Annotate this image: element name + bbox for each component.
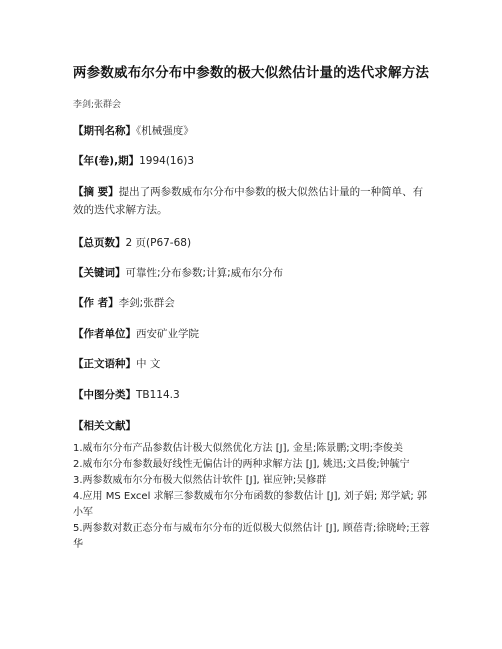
field-label: 【期刊名称】 (73, 125, 136, 137)
references-heading: 【相关文献】 (73, 420, 136, 432)
field-year-issue (73, 153, 433, 170)
authors-line: 李剑;张群会 (73, 100, 122, 110)
field-label: 【作者单位】 (73, 328, 136, 340)
field-value: 可靠性;分布参数;计算;威布尔分布 (125, 267, 284, 279)
field-value: 李剑;张群会 (118, 297, 175, 309)
field-label: 【关键词】 (73, 267, 126, 279)
page-title: 两参数威布尔分布中参数的极大似然估计量的迭代求解方法 (72, 65, 430, 81)
field-label: 【总页数】 (73, 237, 126, 249)
field-label: 【作 者】 (73, 297, 119, 309)
reference-item[interactable]: 4.应用 MS Excel 求解三参数威布尔分布函数的参数估计 [J], 刘子娟; 郑学斌; 郭小军 (73, 491, 427, 518)
field-value: 中 文 (136, 358, 161, 370)
field-value: 提出了两参数威布尔分布中参数的极大似然估计量的一种简单、有效的迭代求解方法。 (73, 186, 424, 216)
field-label: 【摘 要】 (73, 186, 119, 198)
field-value: TB114.3 (136, 389, 180, 401)
field-value: 西安矿业学院 (136, 328, 199, 340)
reference-item[interactable]: 1.威布尔分布产品参数估计极大似然优化方法 [J], 金星;陈景鹏;文明;李俊美 (73, 443, 403, 454)
field-label: 【年(卷),期】 (73, 155, 140, 167)
field-pages (73, 235, 433, 252)
reference-item[interactable]: 3.两参数威布尔分布极大似然估计软件 [J], 崔应钟;吴修群 (73, 475, 327, 486)
field-value: 1994(16)3 (139, 155, 195, 167)
reference-item[interactable]: 2.威布尔分布参数最好线性无偏估计的两种求解方法 [J], 姚迅;文昌俊;钟毓宁 (73, 459, 410, 470)
references-list (73, 441, 435, 553)
field-journal (73, 123, 433, 140)
field-affiliation (73, 326, 433, 343)
reference-item[interactable]: 5.两参数对数正态分布与威布尔分布的近似极大似然估计 [J], 顾蓓青;徐晓岭;王蓉华 (73, 523, 430, 550)
field-classification (73, 387, 433, 404)
field-label: 【中图分类】 (73, 389, 136, 401)
field-value: 2 页(P67-68) (125, 237, 192, 249)
field-abstract (73, 183, 433, 219)
field-label: 【正文语种】 (73, 358, 136, 370)
field-value: 《机械强度》 (136, 125, 194, 137)
field-keywords (73, 265, 433, 282)
field-author (73, 295, 433, 312)
field-language (73, 356, 433, 373)
